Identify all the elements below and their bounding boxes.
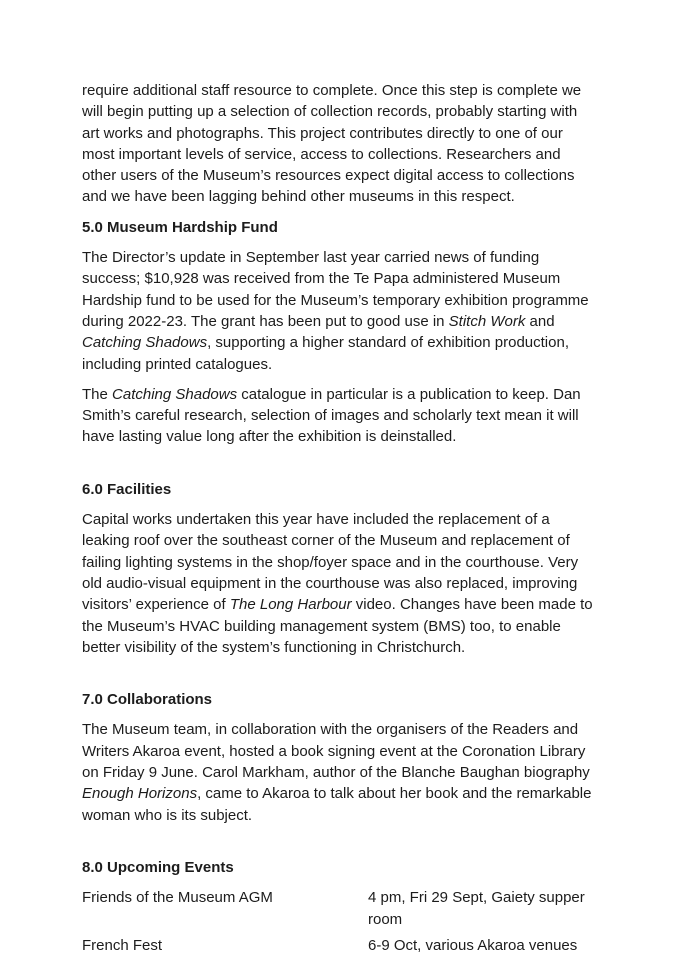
event-detail: 6-9 Oct, various Akaroa venues xyxy=(368,936,578,954)
text-run: The Director’s update in September last year carried news of funding success; $10,928 was received from the Te Papa administered Museum Hardship fund to be used for the Museum’s temporary exhibition programme during 2022-23. The grant has been put to good use in xyxy=(82,249,589,330)
italic-title-run: Enough Horizons xyxy=(82,785,198,803)
event-name: French Fest xyxy=(82,936,163,954)
section-heading: 6.0 Facilities xyxy=(82,480,172,498)
italic-title-run: The Long Harbour xyxy=(229,596,352,614)
text-run: catalogue in particular is a publication to keep. Dan Smith’s careful research, selection of images and scholarly text mean it will have lasting value long after the exhibition is deinstalled. xyxy=(82,385,581,446)
text-run: video. Changes have been made to the Museum’s HVAC building management system (BMS) too, to enable better visibility of the system’s functioning in Christchurch. xyxy=(82,596,593,656)
text-run: require additional staff resource to complete. Once this step is complete we will begin putting up a selection of collection records, probably starting with art works and photographs. This project contributes directly to one of our most important levels of service, access to collections. Researchers and other users of the Museum’s resources expect digital access to collections and we have been lagging behind other museums in this respect. xyxy=(82,82,582,206)
event-name: Friends of the Museum AGM xyxy=(82,889,273,907)
event-row xyxy=(82,887,593,930)
paragraph xyxy=(82,247,593,375)
text-run: Capital works undertaken this year have included the replacement of a leaking roof over the southeast corner of the Museum and replacement of failing lighting systems in the shop/foyer space and in the courthouse. Very old audio-visual equipment in the courthouse was also replaced, improving visitors’ experience of xyxy=(82,511,579,614)
paragraph xyxy=(82,719,593,825)
text-run: The Museum team, in collaboration with the organisers of the Readers and Writers Akaroa event, hosted a book signing event at the Coronation Library on Friday 9 June. Carol Markham, author of the Blanche Baughan biography xyxy=(82,721,590,782)
section-heading: 5.0 Museum Hardship Fund xyxy=(82,218,278,236)
paragraph xyxy=(82,80,593,208)
text-run: , supporting a higher standard of exhibition production, including printed catalogues. xyxy=(82,334,569,373)
section-heading: 8.0 Upcoming Events xyxy=(82,858,234,876)
event-detail: 4 pm, Fri 29 Sept, Gaiety supper room xyxy=(368,889,585,928)
italic-title-run: Catching Shadows xyxy=(82,334,208,352)
event-row xyxy=(82,935,593,956)
paragraph xyxy=(82,384,593,448)
paragraph xyxy=(82,509,593,658)
text-run: , came to Akaroa to talk about her book and the remarkable woman who is its subject. xyxy=(82,785,592,824)
italic-title-run: Catching Shadows xyxy=(112,385,238,403)
text-run: and xyxy=(525,312,555,330)
section-heading: 7.0 Collaborations xyxy=(82,691,213,709)
italic-title-run: Stitch Work xyxy=(448,312,526,330)
text-run: The xyxy=(82,385,113,403)
